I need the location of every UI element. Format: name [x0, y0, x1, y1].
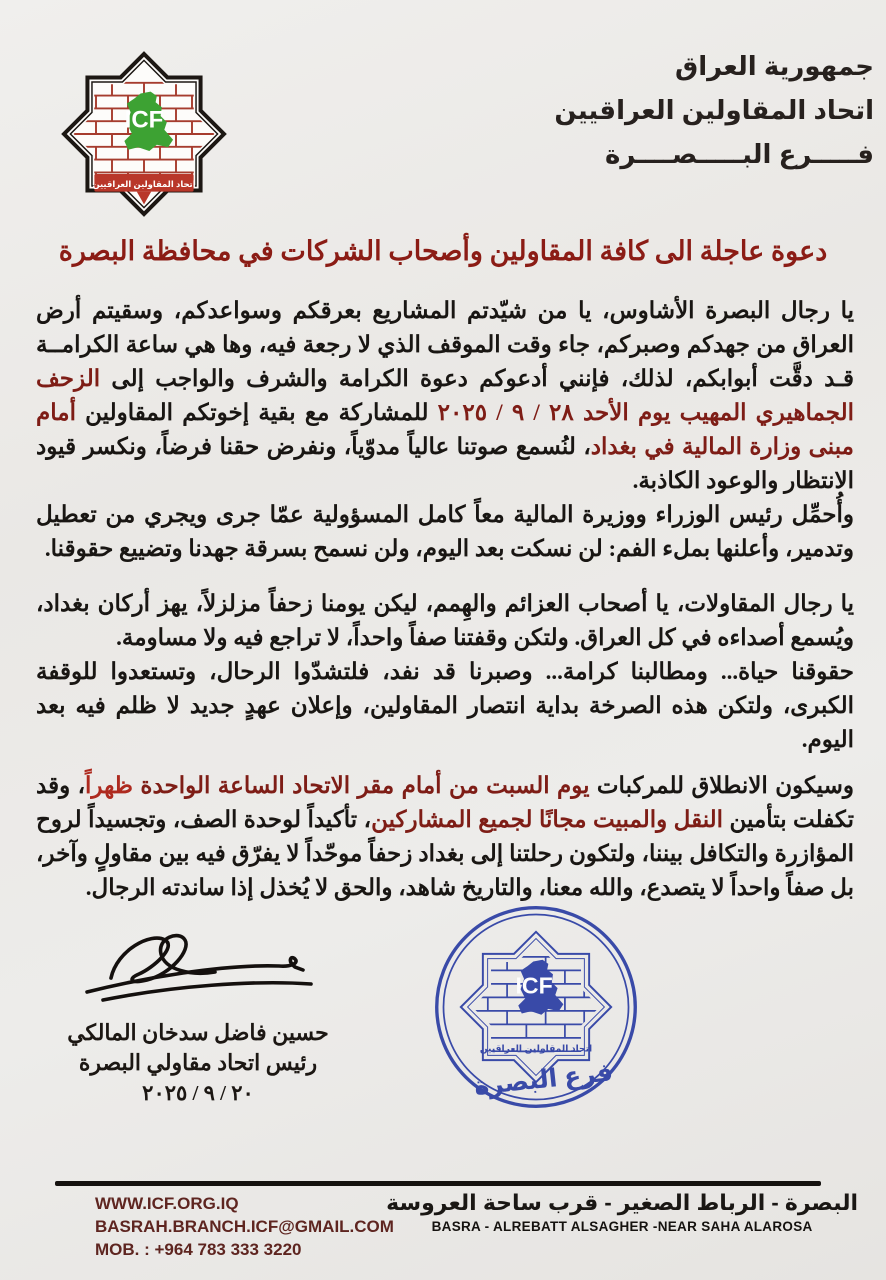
logo-banner-text: اتحاد المقاولين العراقيين: [92, 178, 196, 189]
footer-contact-block: [95, 1192, 394, 1261]
footer-divider: [55, 1181, 821, 1186]
stamp-branch-text: فرع البصرة: [472, 1058, 615, 1101]
text-segment: ، لنُسمع صوتنا عالياً مدوّياً، ونفرض حقنا فرضاً، ونكسر قيود الانتظار والوعود الكاذبة.: [36, 434, 854, 493]
footer-address-en: BASRA - ALREBATT ALSAGHER -NEAR SAHA ALAROSA: [431, 1219, 813, 1234]
signature-block: [58, 918, 338, 1108]
stamp-icon: [430, 898, 642, 1116]
letter-title: دعوة عاجلة الى كافة المقاولين وأصحاب الشركات في محافظة البصرة: [58, 236, 828, 266]
text-segment: حقوقنا حياة... ومطالبنا كرامة... وصبرنا قد نفد، فلتشدّوا الرحال، وتستعدوا للوقفة الكبرى، ولتكن هذه الصرخة بداية انتصار المقاولين، وإعلان عهدٍ جديد لا ظلم فيه بعد اليوم.: [36, 659, 854, 752]
footer-address-block: [386, 1188, 858, 1236]
letter-date: ٢٠ / ٩ / ٢٠٢٥: [142, 1081, 254, 1105]
text-segment: يا رجال المقاولات، يا أصحاب العزائم والهِمم، ليكن يومنا زحفاً مزلزلاً، يهز أركان بغداد، ويُسمع أصداءه في كل العراق. ولتكن وقفتنا صفاً واحداً، لا تراجع فيه ولا مساومة.: [36, 591, 854, 650]
paragraph-4: [36, 655, 854, 757]
icf-logo-icon: [56, 46, 232, 222]
text-segment: ، تأكيداً لوحدة الصف، وتجسيداً لروح المؤازرة والتكافل بيننا، ولتكون رحلتنا إلى بغداد زحفاً موحّداً لا يفرّق فيه بين مقاولٍ وآخر، بل صفاً واحداً لا يتصدع، والله معنا، والتاريخ شاهد، والحق لا يُخذل إذا ساندته الرجال.: [36, 807, 855, 900]
footer-address-ar: البصرة - الرباط الصغير - قرب ساحة العروسة: [386, 1190, 858, 1215]
text-segment: للمشاركة مع بقية إخوتكم المقاولين: [75, 400, 438, 425]
header-country: جمهورية العراق: [674, 51, 874, 81]
header-organization: اتحاد المقاولين العراقيين: [554, 95, 874, 125]
highlight-noon: ظهراً: [85, 773, 133, 798]
branch-stamp: [430, 898, 642, 1116]
footer-mobile: MOB. : +964 783 333 3220: [95, 1240, 302, 1259]
highlight-departure-time: يوم السبت من أمام مقر الاتحاد الساعة الواحدة: [133, 773, 590, 798]
logo-acronym: ICF: [124, 106, 164, 134]
footer-website: WWW.ICF.ORG.IQ: [95, 1194, 239, 1213]
paragraph-3: [36, 587, 854, 655]
signatory-name: حسين فاضل سدخان المالكي: [67, 1020, 329, 1045]
letterhead-text: [444, 44, 874, 176]
text-segment: وسيكون الانطلاق للمركبات: [589, 773, 854, 798]
text-segment: يا رجال البصرة الأشاوس، يا من شيّدتم المشاريع بعرقكم وسواعدكم، وسقيتم أرض العراق من جهدكم وصبركم، جاء وقت الموقف الذي لا رجعة فيه، وها هي ساعة الكرامــة قـد دقَّت أبوابكم، لذلك، فإنني أدعوكم دعوة الكرامة والشرف والواجب إلى: [36, 298, 854, 391]
highlight-ministry-location: أمام مبنى وزارة المالية في بغداد: [36, 400, 854, 459]
letter-body: [36, 294, 854, 905]
signatory-role: رئيس اتحاد مقاولي البصرة: [78, 1050, 318, 1075]
highlight-march-date: الزحف الجماهيري المهيب يوم الأحد ٢٨ / ٩ / ٢٠٢٥: [36, 366, 854, 425]
text-segment: وأُحمِّل رئيس الوزراء ووزيرة المالية معاً كامل المسؤولية عمّا جرى ويجري من تعطيل وتدمير، وأعلنها بملء الفم: لن نسكت بعد اليوم، ولن نسمح بسرقة جهدنا وتضييع حقوقنا.: [36, 502, 854, 561]
header-branch: فـــــرع البـــــصــــرة: [604, 139, 874, 169]
stamp-banner-text: اتحاد المقاولين العراقيين: [479, 1043, 593, 1054]
highlight-free-transport: النقل والمبيت مجانًا لجميع المشاركين: [371, 807, 724, 832]
stamp-acronym: ICF: [515, 972, 553, 999]
handwritten-signature-icon: [73, 918, 323, 1014]
text-segment: ، وقد تكفلت بتأمين: [36, 773, 854, 832]
paragraph-5: [36, 769, 854, 905]
paragraph-2: [36, 498, 854, 566]
icf-star-emblem: [56, 46, 232, 222]
paragraph-1: [36, 294, 854, 498]
footer-email: BASRAH.BRANCH.ICF@GMAIL.COM: [95, 1217, 394, 1236]
